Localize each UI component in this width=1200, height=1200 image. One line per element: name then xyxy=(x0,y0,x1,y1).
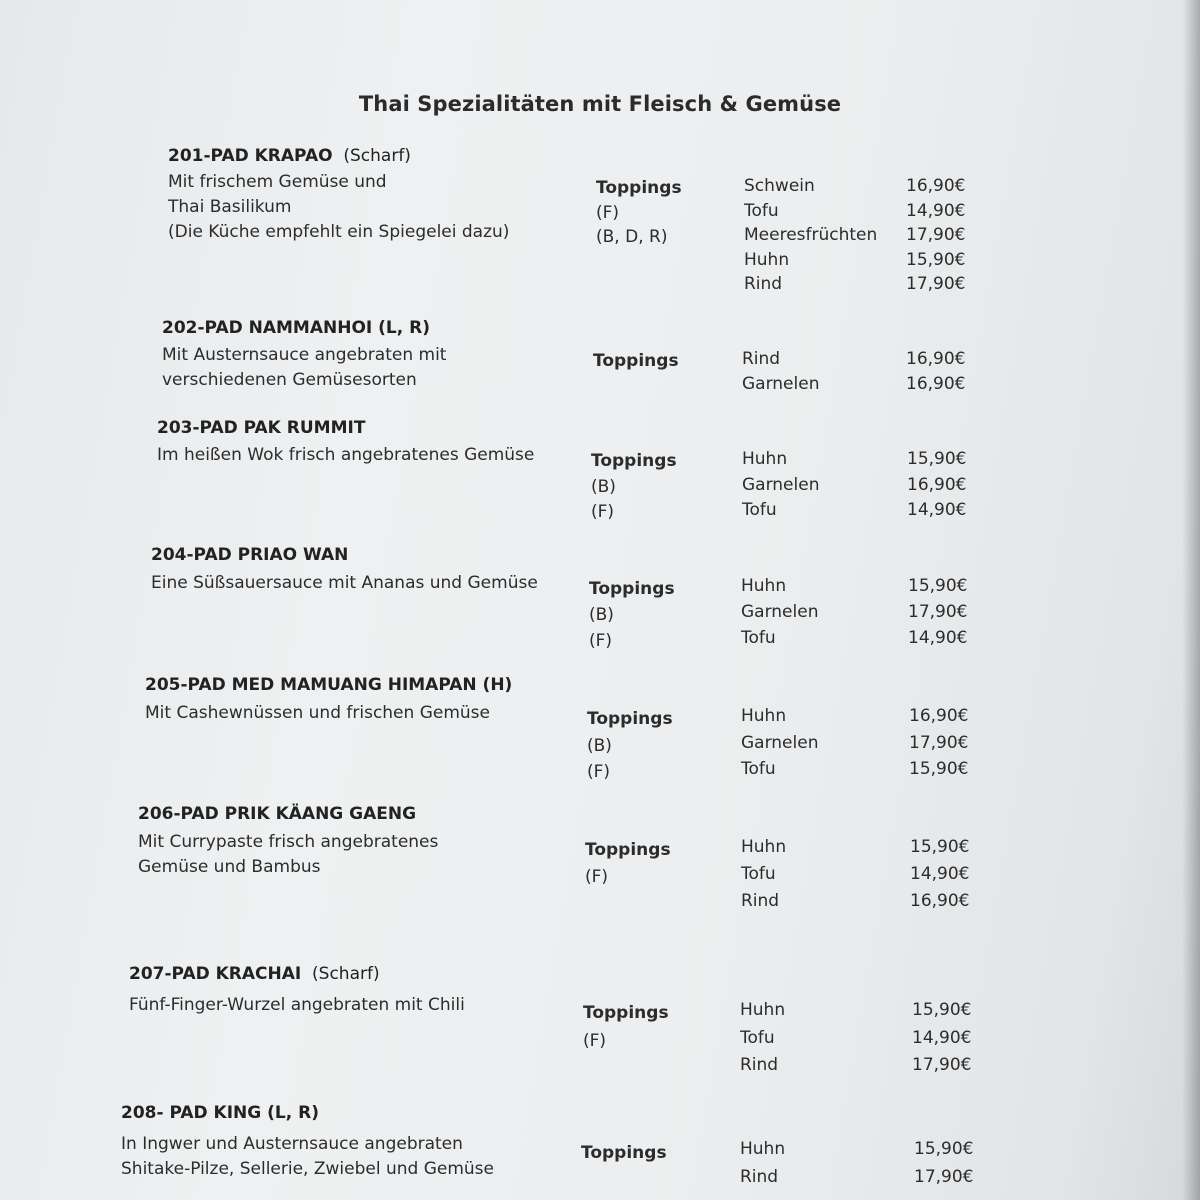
option-name: Schwein xyxy=(744,176,815,196)
option-price: 16,90€ xyxy=(907,474,967,495)
toppings-column xyxy=(591,449,677,526)
description-line: In Ingwer und Austernsauce angebraten xyxy=(121,1134,463,1154)
option-price: 15,90€ xyxy=(914,1139,974,1159)
option-price: 17,90€ xyxy=(914,1167,974,1187)
option-price: 15,90€ xyxy=(907,449,967,469)
toppings-label: Toppings xyxy=(589,579,675,599)
allergen-code: (F) xyxy=(591,502,615,522)
option-name: Huhn xyxy=(740,1139,786,1159)
menu-item-header xyxy=(151,545,348,565)
menu-item-name: 201-PAD KRAPAO xyxy=(168,146,333,166)
menu-item-note: (Scharf) xyxy=(332,146,411,166)
menu-item-description xyxy=(157,443,534,468)
menu-item-note: (Scharf) xyxy=(301,964,380,984)
allergen-code: (F) xyxy=(585,867,609,887)
option-name: Meeresfrüchten xyxy=(744,225,878,246)
allergen-code: (B, D, R) xyxy=(596,227,668,248)
option-name: Huhn xyxy=(740,1000,786,1020)
allergen-code: (B) xyxy=(587,735,612,756)
menu-item-header xyxy=(162,318,430,338)
description-line: Gemüse und Bambus xyxy=(138,857,321,877)
description-line: Mit frischem Gemüse und xyxy=(168,172,387,192)
option-name: Tofu xyxy=(744,200,779,221)
option-name: Rind xyxy=(742,349,781,369)
toppings-label: Toppings xyxy=(591,451,677,471)
menu-item-name: 202-PAD NAMMANHOI (L, R) xyxy=(162,318,430,338)
toppings-label: Toppings xyxy=(585,840,671,860)
allergen-code: (F) xyxy=(589,631,613,651)
option-price: 15,90€ xyxy=(906,249,966,270)
menu-item-description xyxy=(121,1132,494,1182)
menu-item-name: 206-PAD PRIK KÄANG GAENG xyxy=(138,804,417,824)
option-price: 17,90€ xyxy=(909,732,969,753)
toppings-column xyxy=(596,176,682,250)
option-price: 14,90€ xyxy=(907,500,967,520)
option-name: Rind xyxy=(741,891,780,911)
option-name: Tofu xyxy=(741,759,776,779)
option-price: 15,90€ xyxy=(908,576,968,596)
toppings-label: Toppings xyxy=(596,178,682,198)
description-line: Mit Currypaste frisch angebratenes xyxy=(138,832,439,852)
page-title: Thai Spezialitäten mit Fleisch & Gemüse xyxy=(358,92,842,116)
menu-item-name: 205-PAD MED MAMUANG HIMAPAN (H) xyxy=(145,675,513,695)
allergen-code: (F) xyxy=(587,762,611,782)
menu-item-name: 208- PAD KING (L, R) xyxy=(121,1103,319,1123)
option-name: Huhn xyxy=(741,837,787,857)
toppings-column xyxy=(581,1139,667,1167)
option-price: 16,90€ xyxy=(910,891,970,911)
allergen-code: (F) xyxy=(583,1030,607,1051)
description-line: (Die Küche empfehlt ein Spiegelei dazu) xyxy=(168,222,510,242)
description-line: Thai Basilikum xyxy=(168,197,292,217)
option-price: 15,90€ xyxy=(912,1000,972,1020)
menu-item-description xyxy=(138,830,438,880)
menu-item-description xyxy=(151,571,538,596)
description-line: Shitake-Pilze, Sellerie, Zwiebel und Gemüse xyxy=(121,1159,494,1179)
option-name: Huhn xyxy=(741,576,787,596)
allergen-code: (F) xyxy=(596,202,620,223)
description-line: Mit Cashewnüssen und frischen Gemüse xyxy=(145,703,490,723)
toppings-label: Toppings xyxy=(583,1003,669,1023)
description-line: Im heißen Wok frisch angebratenes Gemüse xyxy=(157,445,535,465)
option-price: 17,90€ xyxy=(908,602,968,622)
description-line: Fünf-Finger-Wurzel angebraten mit Chili xyxy=(129,995,465,1015)
option-price: 16,90€ xyxy=(906,374,966,394)
option-name: Huhn xyxy=(744,249,790,270)
option-name: Tofu xyxy=(741,864,776,884)
description-line: verschiedenen Gemüsesorten xyxy=(162,370,417,390)
option-name: Garnelen xyxy=(742,374,820,394)
menu-item-description xyxy=(145,701,490,726)
menu-item-header xyxy=(138,804,416,824)
option-price: 15,90€ xyxy=(909,759,969,779)
toppings-label: Toppings xyxy=(593,351,679,371)
toppings-column xyxy=(585,837,671,891)
description-line: Mit Austernsauce angebraten mit xyxy=(162,345,447,365)
option-price: 14,90€ xyxy=(908,628,968,648)
menu-item-description xyxy=(162,343,446,393)
menu-item-description xyxy=(129,993,465,1018)
menu-item-name: 204-PAD PRIAO WAN xyxy=(151,545,349,565)
option-price: 14,90€ xyxy=(912,1027,972,1048)
option-price: 17,90€ xyxy=(906,274,966,295)
menu-item-header xyxy=(121,1103,319,1123)
option-price: 17,90€ xyxy=(912,1055,972,1075)
option-price: 17,90€ xyxy=(906,225,966,246)
option-name: Rind xyxy=(740,1167,779,1187)
toppings-column xyxy=(583,1000,669,1055)
option-name: Rind xyxy=(744,274,783,295)
toppings-column xyxy=(593,349,679,374)
menu-item-header xyxy=(145,675,512,695)
option-name: Rind xyxy=(740,1055,779,1075)
menu-item-name: 203-PAD PAK RUMMIT xyxy=(157,418,366,438)
option-name: Tofu xyxy=(742,500,777,520)
toppings-column xyxy=(589,576,675,654)
description-line: Eine Süßsauersauce mit Ananas und Gemüse xyxy=(151,573,538,593)
menu-item-header xyxy=(129,964,380,984)
toppings-column xyxy=(587,706,673,786)
menu-item-header xyxy=(157,418,365,438)
toppings-label: Toppings xyxy=(587,709,673,729)
menu-item-name: 207-PAD KRACHAI xyxy=(129,964,302,984)
allergen-code: (B) xyxy=(589,605,614,625)
option-name: Huhn xyxy=(742,449,788,469)
option-name: Garnelen xyxy=(742,474,820,495)
option-name: Garnelen xyxy=(741,732,819,753)
option-price: 15,90€ xyxy=(910,837,970,857)
toppings-label: Toppings xyxy=(581,1143,667,1163)
option-price: 14,90€ xyxy=(910,864,970,884)
option-price: 16,90€ xyxy=(909,706,969,726)
option-price: 16,90€ xyxy=(906,176,966,196)
option-price: 16,90€ xyxy=(906,349,966,369)
allergen-code: (B) xyxy=(591,476,616,497)
option-name: Tofu xyxy=(741,628,776,648)
option-name: Tofu xyxy=(740,1027,775,1048)
option-name: Huhn xyxy=(741,706,787,726)
option-price: 14,90€ xyxy=(906,200,966,221)
menu-item-header xyxy=(168,146,411,166)
menu-item-description xyxy=(168,170,509,245)
option-name: Garnelen xyxy=(741,602,819,622)
